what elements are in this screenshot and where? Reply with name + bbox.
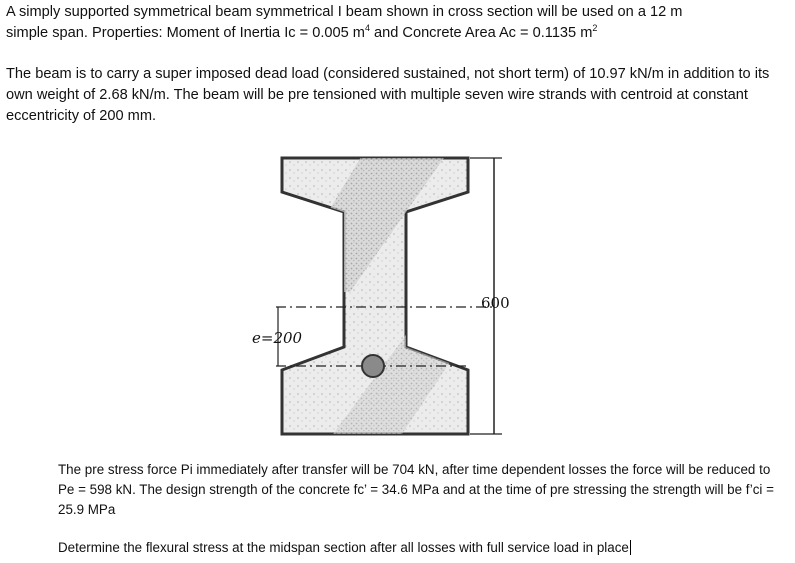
loading-paragraph: The beam is to carry a super imposed dead load (considered sustained, not short term) of 10.97 kN/m in addition to its own weight of 2.68 kN/m. The beam will be pre tensioned with multiple seven wire strands with centroid at constant eccentricity of 200 mm. bbox=[6, 66, 770, 124]
intro-line-1: A simply supported symmetrical beam symmetrical I beam shown in cross section will be used on a 12 m bbox=[6, 4, 683, 20]
question-paragraph bbox=[58, 538, 788, 558]
text-cursor bbox=[630, 540, 631, 555]
intro-line-2: simple span. Properties: Moment of Inertia Ic = 0.005 $m^4$ and Concrete Area Ac = 0.1135 $m^2$ bbox=[6, 23, 598, 41]
question-text: Determine the flexural stress at the midspan section after all losses with full service load in place bbox=[58, 540, 629, 555]
strand-centroid-marker bbox=[362, 355, 384, 377]
eccentricity-label: e=200 bbox=[252, 329, 303, 347]
prestress-paragraph: The pre stress force Pi immediately after transfer will be 704 kN, after time dependent losses the force will be reduced to Pe = 598 kN. The design strength of the concrete fc’ = 34.6 MPa and at the time of pre stressing the strength will be f’ci = 25.9 MPa bbox=[58, 462, 774, 517]
intro-paragraph bbox=[6, 2, 791, 44]
height-label: 600 bbox=[481, 294, 510, 312]
i-beam-cross-section bbox=[240, 152, 510, 442]
